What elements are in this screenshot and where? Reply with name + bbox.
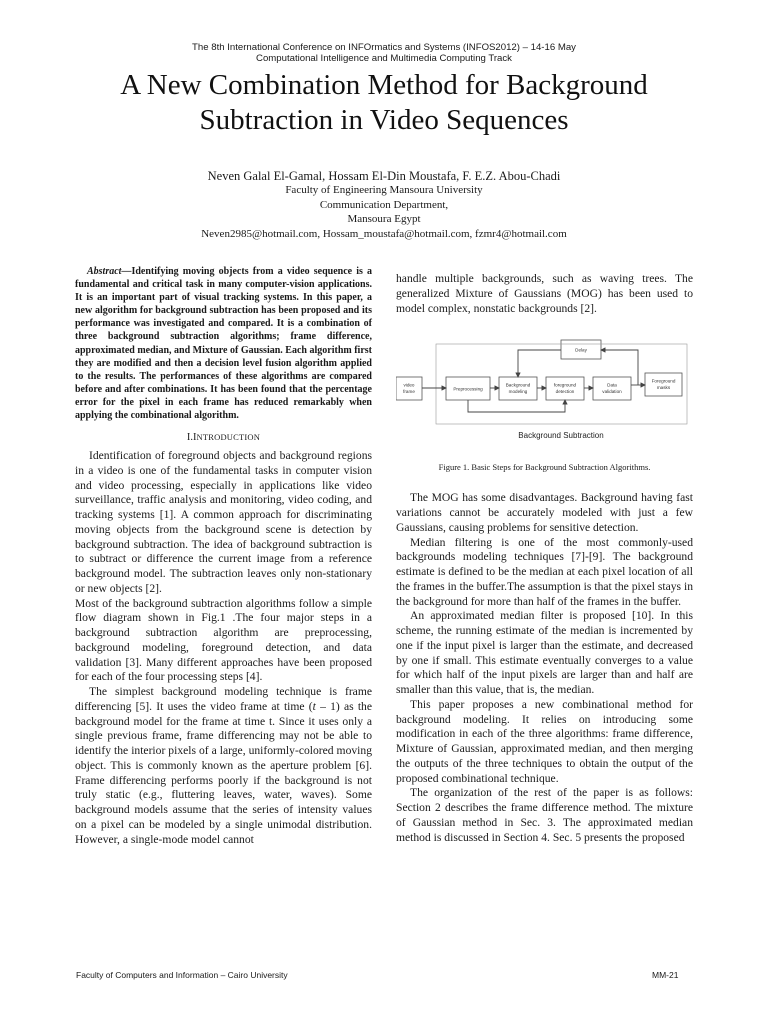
background-subtraction-diagram: [396, 330, 693, 456]
section-initial: I: [193, 432, 197, 444]
conference-header: [0, 42, 768, 64]
intro-paragraph-5: The MOG has some disadvantages. Background having fast variations cannot be accurately modeled with just a few Gaussians, causing problems for sensitive detection.: [396, 491, 693, 534]
abstract-text: Identifying moving objects from a video sequence is a fundamental and critical task in many computer-vision applications. It is an important part of visual tracking systems. In this paper, a new algorithm for background subtraction has been proposed and its performance was investigated and compared. It is a combination of three background subtraction algorithms; frame difference, approximated median, and Mixture of Gaussian. Each algorithm first they are modified and then a decision level fusion algorithm applied to the results. The performances of these algorithms are compared before and after combinations. It has been found that the percentage error for the pixel in each frame has reduced remarkably when applying the combinational algorithm.: [75, 266, 372, 422]
delay-label: Delay: [575, 347, 587, 353]
figure-caption: Figure 1. Basic Steps for Background Subtraction Algorithms.: [438, 462, 651, 473]
intro-paragraph-2: Most of the background subtraction algorithms follow a simple flow diagram shown in Fig.1 .The four major steps in a background subtraction algorithm are preprocessing, background modeling, foreground detection, and data validation [3]. Many different approaches have been proposed for each of the four processing steps [4].: [75, 596, 372, 684]
abstract: [75, 265, 372, 422]
conference-line-1: The 8th International Conference on INFOrmatics and Systems (INFOS2012) – 14-16 May: [192, 42, 576, 53]
section-number: I.: [186, 432, 194, 444]
footer-institution: Faculty of Computers and Information – Cairo University: [76, 970, 288, 980]
diagram-title: Background Subtraction: [518, 431, 604, 441]
intro-paragraph-3-t: t: [312, 699, 316, 713]
affiliation-emails: Neven2985@hotmail.com, Hossam_moustafa@hotmail.com, fzmr4@hotmail.com: [201, 227, 567, 240]
title-line-2: Subtraction in Video Sequences: [199, 104, 569, 136]
background-modeling-label-1: Background: [505, 382, 531, 388]
figure-1: [396, 330, 693, 456]
intro-paragraph-6: Median filtering is one of the most commonly-used backgrounds modeling techniques [7]-[9]. The background estimate is defined to be the median at each pixel location of all the frames in the buffer.The assumption is that the pixel stays in the background for more than half of the frames in the buffer.: [396, 535, 693, 608]
intro-paragraph-1: Identification of foreground objects and background regions in a video is one of the fundamental tasks in computer vision and video processing, especially in applications like video surveillance, traffic analysis and monitoring, video coding, and tracking systems [1]. A common approach for discriminating moving objects from the background scene is detection by background subtraction. The idea of background subtraction is to subtract or difference the current image from a reference background model. The subtraction leaves only non-stationary or new objects [2].: [75, 449, 372, 595]
footer-page-number: MM-21: [652, 970, 679, 980]
foreground-detection-label-1: foreground: [553, 382, 577, 388]
conference-line-2: Computational Intelligence and Multimedia Computing Track: [256, 53, 512, 64]
foreground-masks-label-1: Foreground: [651, 378, 676, 384]
intro-paragraph-7: An approximated median filter is proposed [10]. In this scheme, the running estimate of the median is incremented by one if the input pixel is larger than the estimate, and decreased by one if small. This estimate eventually converges to a value for which half of the input pixels are larger than and half are smaller than this value, that is, the median.: [396, 609, 693, 696]
right-column: [396, 272, 693, 845]
preprocessing-label: Preprocessing: [453, 386, 483, 392]
video-frame-label-1: video: [403, 382, 415, 388]
authors: Neven Galal El-Gamal, Hossam El-Din Moustafa, F. E.Z. Abou-Chadi: [207, 169, 561, 183]
affiliation-location: Mansoura Egypt: [347, 213, 421, 225]
intro-paragraph-3-b: – 1) as the background model for the frame at time t. Since it uses only a single previous frame, frame differencing may not be able to identify the interior pixels of a large, uniformly-colored moving object. This is commonly known as the aperture problem [6]. Frame differencing performs poorly if the background is not truly static (e.g., fluttering leaves, water, waves). Some background models assume that the series of intensity values on a pixel can be modeled by a single unimodal distribution. However, a single-mode model cannot: [75, 699, 372, 846]
section-title-rest: NTRODUCTION: [196, 432, 261, 443]
intro-paragraph-3: [75, 685, 372, 847]
intro-paragraph-3-a: The simplest background modeling technique is frame differencing [5]. It uses the video frame at time (: [75, 685, 372, 713]
data-validation-label-2: validation: [602, 389, 622, 395]
intro-paragraph-8: This paper proposes a new combinational method for background modeling. It relies on introducing some modification in each of the three algorithms: frame difference, Mixture of Gaussian, approximated median, and then merging the outputs of the three techniques to obtain the output of the proposed combinational technique.: [396, 697, 693, 785]
affiliation: [0, 183, 768, 241]
affiliation-department: Communication Department,: [319, 198, 449, 211]
paper-title: [0, 68, 768, 138]
foreground-masks-label-2: masks: [656, 385, 671, 391]
abstract-label: Abstract—: [87, 266, 132, 277]
title-line-1: A New Combination Method for Background: [120, 69, 648, 101]
data-validation-label-1: Data: [607, 382, 617, 388]
section-heading-introduction: [75, 430, 372, 445]
intro-paragraph-9: The organization of the rest of the paper is as follows: Section 2 describes the frame difference method. The mixture of Gaussian method in Sec. 3. The approximated median method is discussed in Section 4. Sec. 5 presents the proposed: [396, 786, 693, 844]
video-frame-label-2: frame: [403, 389, 415, 395]
left-column: [75, 265, 372, 847]
intro-paragraph-4: handle multiple backgrounds, such as waving trees. The generalized Mixture of Gaussians (MOG) has been used to model complex, nonstatic backgrounds [2].: [396, 272, 693, 315]
foreground-detection-label-2: detection: [555, 389, 575, 395]
affiliation-faculty: Faculty of Engineering Mansoura University: [285, 184, 483, 196]
background-modeling-label-2: modeling: [508, 389, 528, 395]
